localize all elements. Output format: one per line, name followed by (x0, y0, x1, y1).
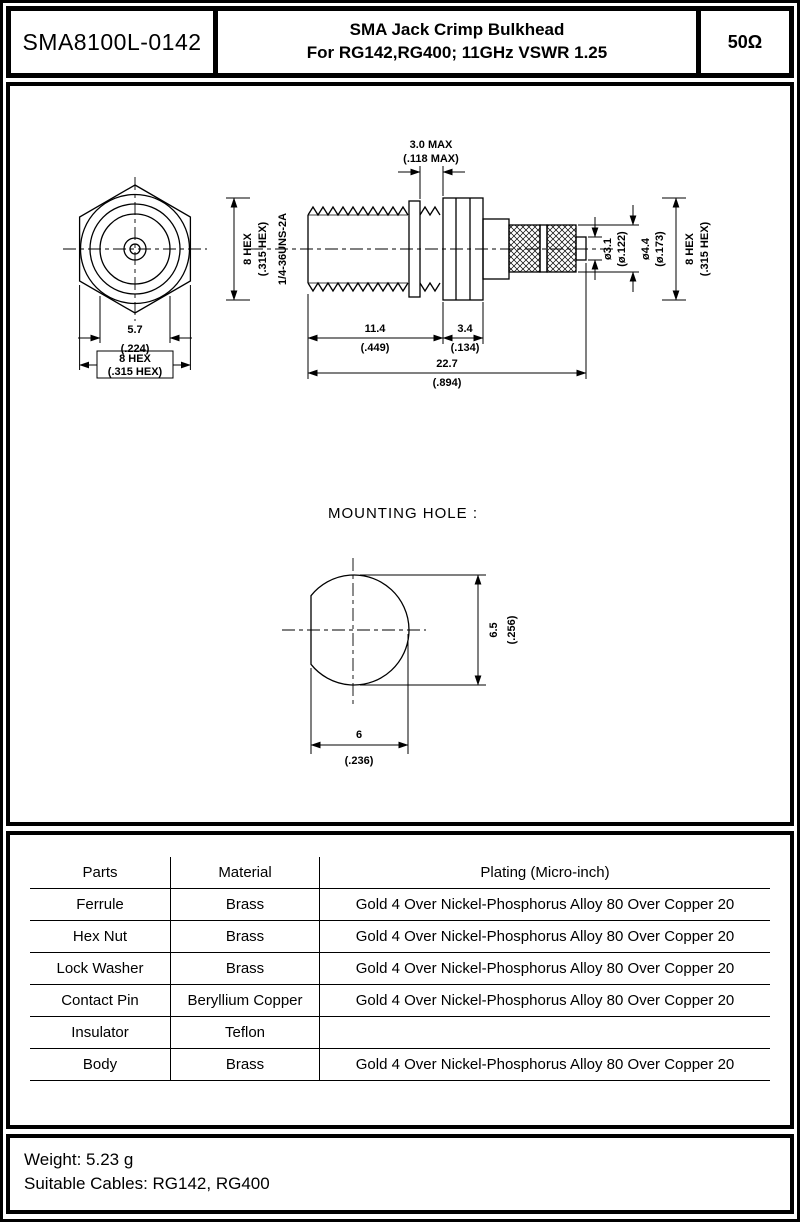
cell-material: Teflon (171, 1017, 320, 1049)
thread-spec-label: 1/4-36UNS-2A (277, 212, 289, 286)
dim-hole-height-mm: 6.5 (488, 622, 500, 638)
cell-material: Brass (171, 889, 320, 921)
front-view-dimensions (78, 285, 192, 378)
col-header-material: Material (171, 857, 320, 889)
dim-front-inner-dia-in: (.224) (120, 343, 150, 355)
table-row-lock-washer (30, 953, 770, 985)
cell-material: Brass (171, 953, 320, 985)
notes-panel (6, 1134, 794, 1214)
weight-note: Weight: 5.23 g (24, 1150, 134, 1169)
cell-part: Hex Nut (30, 921, 171, 953)
table-row-contact-pin (30, 985, 770, 1017)
front-view (63, 177, 207, 321)
cell-plating: Gold 4 Over Nickel-Phosphorus Alloy 80 Over Copper 20 (320, 1049, 771, 1081)
drawing-canvas (10, 86, 790, 822)
cell-material: Brass (171, 1049, 320, 1081)
table-row-hex-nut (30, 921, 770, 953)
dim-hex-right-mm: 8 HEX (684, 233, 696, 265)
col-header-plating: Plating (Micro-inch) (320, 857, 771, 889)
technical-drawing-panel (6, 82, 794, 826)
impedance-badge: 50Ω (701, 11, 789, 73)
dim-panel-max (398, 166, 465, 199)
cell-part: Lock Washer (30, 953, 171, 985)
dim-hole-height-in: (.256) (506, 615, 518, 645)
suitable-cables-note: Suitable Cables: RG142, RG400 (24, 1174, 270, 1193)
dim-hole-height (360, 575, 486, 685)
dim-hex-left-mm: 8 HEX (242, 233, 254, 265)
dim-pin-dia-mm: ø3.1 (602, 237, 614, 261)
title-block (6, 6, 794, 78)
cell-plating (320, 1017, 771, 1049)
col-header-parts: Parts (30, 857, 171, 889)
cell-plating: Gold 4 Over Nickel-Phosphorus Alloy 80 Over Copper 20 (320, 921, 771, 953)
side-view (250, 198, 614, 300)
dim-hole-width-in: (.236) (344, 755, 374, 767)
cell-material: Beryllium Copper (171, 985, 320, 1017)
dim-nut-thickness-mm: 3.4 (457, 323, 473, 335)
dim-front-hex-in: (.315 HEX) (107, 366, 163, 378)
dim-overall-length-in: (.894) (432, 377, 462, 389)
dim-hex-left-in: (.315 HEX) (257, 221, 269, 277)
materials-table (30, 857, 770, 1081)
cell-part: Body (30, 1049, 171, 1081)
product-title (218, 11, 696, 73)
cell-part: Insulator (30, 1017, 171, 1049)
dim-ferrule-dia-mm: ø4.4 (640, 237, 652, 261)
dim-hex-right-in: (.315 HEX) (699, 221, 711, 277)
mounting-hole-view (282, 505, 518, 767)
dim-pin-dia (588, 217, 602, 280)
dim-thread-length (308, 294, 443, 379)
cell-part: Ferrule (30, 889, 171, 921)
cell-plating: Gold 4 Over Nickel-Phosphorus Alloy 80 Over Copper 20 (320, 953, 771, 985)
dim-thread-length-in: (.449) (360, 342, 390, 354)
title-line-1: SMA Jack Crimp Bulkhead (349, 20, 565, 40)
table-row-body (30, 1049, 770, 1081)
dim-panel-max-in: (.118 MAX) (403, 153, 459, 165)
cell-plating: Gold 4 Over Nickel-Phosphorus Alloy 80 Over Copper 20 (320, 985, 771, 1017)
part-number: SMA8100L-0142 (11, 11, 213, 73)
materials-table-panel (6, 831, 794, 1129)
dim-nut-thickness-in: (.134) (450, 342, 480, 354)
dim-thread-length-mm: 11.4 (364, 323, 386, 335)
cell-part: Contact Pin (30, 985, 171, 1017)
dim-ferrule-dia-in: (ø.173) (654, 231, 666, 267)
cell-plating: Gold 4 Over Nickel-Phosphorus Alloy 80 Over Copper 20 (320, 889, 771, 921)
table-row-insulator (30, 1017, 770, 1049)
table-row-ferrule (30, 889, 770, 921)
table-header-row (30, 857, 770, 889)
dim-hole-width-mm: 6 (355, 729, 363, 741)
dim-panel-max-mm: 3.0 MAX (409, 139, 453, 151)
dim-front-hex-mm: 8 HEX (119, 353, 151, 365)
mounting-hole-label: MOUNTING HOLE : (327, 505, 479, 522)
cell-material: Brass (171, 921, 320, 953)
side-view-dimensions (226, 139, 711, 389)
dim-front-inner-dia-mm: 5.7 (127, 324, 143, 336)
dim-pin-dia-in: (ø.122) (616, 231, 628, 267)
title-line-2: For RG142,RG400; 11GHz VSWR 1.25 (306, 43, 608, 62)
dim-overall-length-mm: 22.7 (436, 358, 458, 370)
